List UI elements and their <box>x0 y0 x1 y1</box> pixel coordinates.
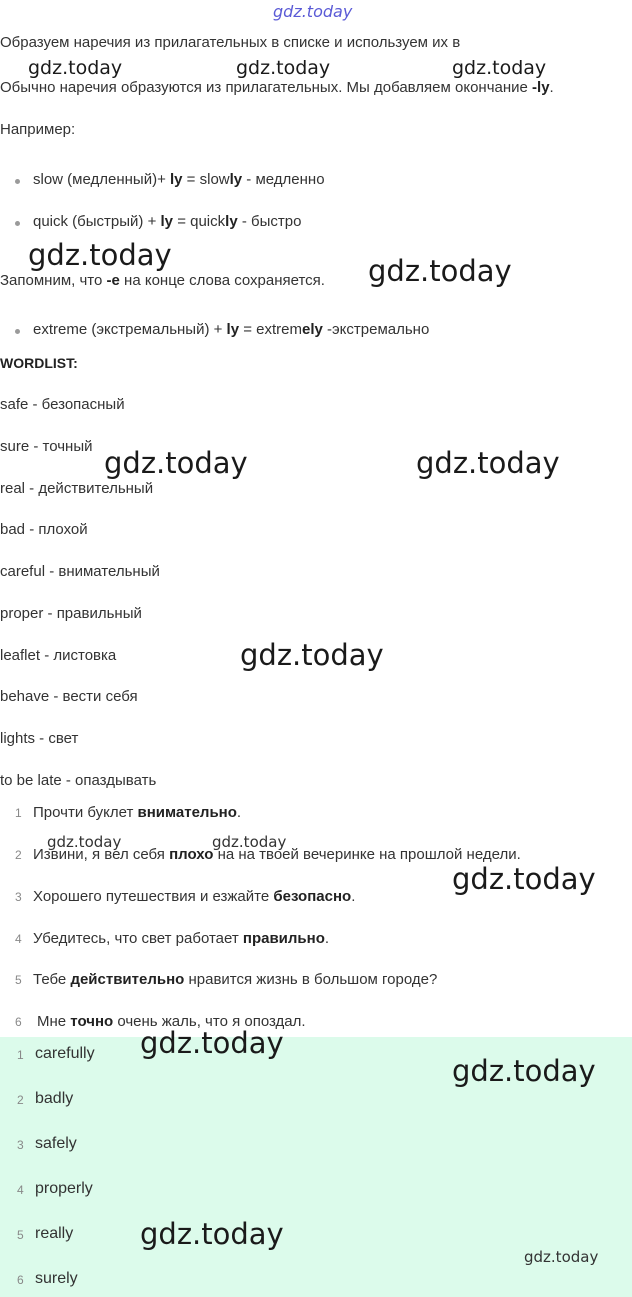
example-part: = slow <box>182 171 230 188</box>
watermark: gdz.today <box>452 862 596 896</box>
answer-number: 2 <box>17 1093 24 1107</box>
answer-item: carefully <box>35 1045 95 1062</box>
sentence-part: Прочти буклет <box>33 804 138 821</box>
example-bold: ly <box>160 213 174 230</box>
sentence-number: 6 <box>15 1015 22 1029</box>
intro-line-1: Образуем наречия из прилагательных в списке и используем их в <box>0 34 461 51</box>
sentence-part: Убедитесь, что свет работает <box>33 930 243 947</box>
wordlist-item: bad - плохой <box>0 521 88 538</box>
example-label: Например: <box>0 121 76 138</box>
sentence-4 <box>33 930 329 947</box>
sentence-5 <box>33 971 437 988</box>
sentence-bold: правильно <box>242 930 325 947</box>
rule-text <box>0 272 325 289</box>
answer-number: 4 <box>17 1183 24 1197</box>
example-slow <box>33 171 325 188</box>
wordlist-item: careful - внимательный <box>0 563 160 580</box>
sentence-part: нравится жизнь в большом городе? <box>184 971 438 988</box>
answer-number: 1 <box>17 1048 24 1062</box>
rule-part: на конце слова сохраняется. <box>119 272 325 289</box>
wordlist-item: leaflet - листовка <box>0 647 117 664</box>
watermark: gdz.today <box>236 57 331 79</box>
bullet-icon <box>15 179 20 184</box>
watermark-top: gdz.today <box>273 2 353 21</box>
answer-item: badly <box>35 1090 74 1107</box>
sentence-part: на на твоей вечеринке на прошлой недели. <box>213 846 521 863</box>
sentence-part: Мне <box>37 1013 71 1030</box>
sentence-number: 4 <box>15 932 22 946</box>
sentence-bold: точно <box>70 1013 114 1030</box>
example-extreme <box>33 321 429 338</box>
watermark: gdz.today <box>28 238 172 272</box>
watermark: gdz.today <box>140 1026 284 1060</box>
example-part: slow (медленный)+ <box>33 171 170 188</box>
intro-line-2 <box>0 79 554 96</box>
watermark: gdz.today <box>240 638 384 672</box>
watermark: gdz.today <box>368 254 512 288</box>
watermark: gdz.today <box>140 1217 284 1251</box>
example-part: extreme (экстремальный) + <box>33 321 227 338</box>
sentence-part: очень жаль, что я опоздал. <box>113 1013 306 1030</box>
watermark: gdz.today <box>28 57 123 79</box>
watermark: gdz.today <box>47 833 122 851</box>
example-part: - быстро <box>237 213 302 230</box>
sentence-number: 2 <box>15 848 22 862</box>
sentence-part: Хорошего путешествия и езжайте <box>33 888 274 905</box>
answer-number: 5 <box>17 1228 24 1242</box>
sentence-part: . <box>351 888 356 905</box>
watermark: gdz.today <box>452 57 547 79</box>
rule-part: Запомним, что <box>0 272 107 289</box>
sentence-number: 5 <box>15 973 22 987</box>
sentence-part: Извини, я вел себя <box>33 846 170 863</box>
sentence-number: 3 <box>15 890 22 904</box>
watermark: gdz.today <box>104 446 248 480</box>
watermark: gdz.today <box>524 1248 599 1266</box>
sentence-1 <box>33 804 241 821</box>
sentence-part: . <box>236 804 242 821</box>
answer-number: 6 <box>17 1273 24 1287</box>
sentence-part: . <box>324 930 330 947</box>
example-bold: ly <box>226 321 240 338</box>
sentence-3 <box>33 888 355 905</box>
watermark: gdz.today <box>212 833 287 851</box>
example-bold: ly <box>229 171 243 188</box>
example-quick <box>33 213 301 230</box>
watermark: gdz.today <box>452 1054 596 1088</box>
bullet-icon <box>15 221 20 226</box>
watermark: gdz.today <box>416 446 560 480</box>
example-bold: ely <box>302 321 323 338</box>
rule-bold: -e <box>106 272 120 289</box>
answer-item: safely <box>35 1135 77 1152</box>
sentence-2 <box>33 846 521 863</box>
sentence-bold: внимательно <box>137 804 237 821</box>
example-part: - медленно <box>242 171 325 188</box>
wordlist-item: proper - правильный <box>0 605 142 622</box>
answer-item: really <box>35 1225 74 1242</box>
wordlist-item: behave - вести себя <box>0 688 138 705</box>
sentence-bold: безопасно <box>273 888 352 905</box>
wordlist-item: lights - свет <box>0 730 79 747</box>
wordlist-item: real - действительный <box>0 480 154 497</box>
example-bold: ly <box>170 171 183 188</box>
example-bold: ly <box>225 213 238 230</box>
wordlist-title: WORDLIST: <box>0 355 78 371</box>
ending-ly: -ly <box>532 79 550 96</box>
wordlist-item: safe - безопасный <box>0 396 125 413</box>
sentence-number: 1 <box>15 806 22 820</box>
sentence-bold: действительно <box>70 971 185 988</box>
example-part: quick (быстрый) + <box>33 213 161 230</box>
bullet-icon <box>15 329 20 334</box>
example-part: = extrem <box>239 321 302 338</box>
example-part: -экстремально <box>322 321 430 338</box>
sentence-bold: плохо <box>169 846 214 863</box>
wordlist-item: sure - точный <box>0 438 93 455</box>
answer-item: properly <box>35 1180 93 1197</box>
answer-number: 3 <box>17 1138 24 1152</box>
answer-item: surely <box>35 1270 78 1287</box>
sentence-part: Тебе <box>33 971 71 988</box>
intro-line-2-text: Обычно наречия образуются из прилагательных. Мы добавляем окончание <box>0 79 533 96</box>
example-part: = quick <box>173 213 226 230</box>
wordlist-item: to be late - опаздывать <box>0 772 157 789</box>
intro-line-2-end: . <box>549 79 554 96</box>
